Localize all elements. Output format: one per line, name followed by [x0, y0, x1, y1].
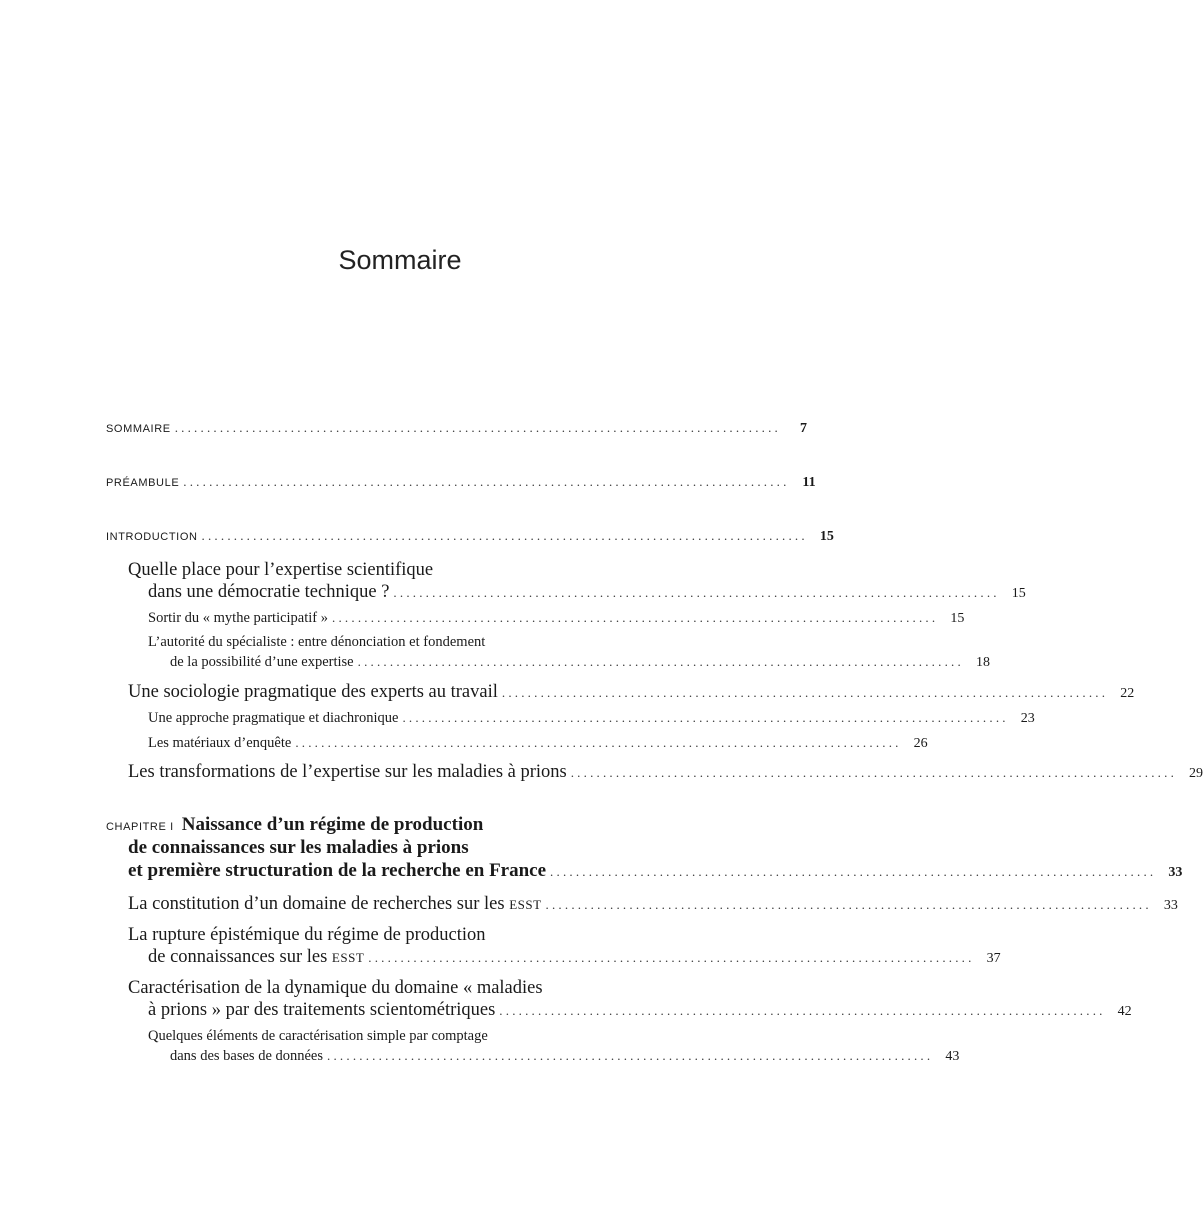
toc-entry-quelle-place[interactable] [148, 582, 1026, 603]
toc-entry-line: L’autorité du spécialiste : entre dénonciation et fondement [148, 634, 486, 650]
toc-entry-transformations[interactable] [128, 762, 1203, 783]
toc-label: à prions » par des traitements scientométriques [148, 1000, 496, 1020]
toc-entry-line: Quelle place pour l’expertise scientifique [128, 560, 434, 580]
toc-label: PRÉAMBULE [106, 477, 180, 489]
page-number: 26 [913, 736, 928, 751]
leader-dots: .............................................................................................. [332, 610, 939, 625]
toc-label: Sortir du « mythe participatif » [148, 610, 329, 626]
leader-dots: .............................................................................................. [327, 1048, 934, 1063]
leader-dots: .............................................................................................. [357, 654, 964, 669]
toc-label [128, 894, 542, 915]
page-number: 29 [1189, 766, 1203, 781]
toc-entry-preambule[interactable] [106, 474, 816, 491]
chapter-title-line: Naissance d’un régime de production [181, 814, 484, 835]
chapter-title-line: de connaissances sur les maladies à prions [128, 837, 469, 858]
toc-entry-rupture[interactable] [148, 947, 1001, 968]
page-number: 15 [950, 611, 965, 626]
leader-dots: .............................................................................................. [295, 735, 902, 750]
acronym: ESST [331, 950, 365, 965]
leader-dots: .............................................................................................. [402, 710, 1009, 725]
toc-entry-approche[interactable] [148, 710, 1035, 727]
toc-label: de la possibilité d’une expertise [170, 654, 354, 670]
leader-dots: .............................................................................................. [499, 1003, 1106, 1018]
leader-dots: .............................................................................................. [545, 897, 1152, 912]
chapter-prefix: CHAPITRE I [106, 821, 174, 833]
toc-entry-materiaux[interactable] [148, 735, 928, 752]
toc-label: Les transformations de l’expertise sur les maladies à prions [128, 762, 567, 782]
page-number: 22 [1120, 686, 1135, 701]
leader-dots: .............................................................................................. [368, 950, 975, 965]
page-number: 33 [1168, 865, 1183, 880]
toc-entry-line: Caractérisation de la dynamique du domaine « maladies [128, 978, 543, 998]
toc-label: SOMMAIRE [106, 423, 171, 435]
leader-dots: .............................................................................................. [393, 585, 1000, 600]
page-number: 18 [975, 655, 990, 670]
toc-entry-sortir[interactable] [148, 610, 965, 627]
toc-label-text: La constitution d’un domaine de recherches sur les [128, 894, 505, 914]
toc-label: Une sociologie pragmatique des experts au travail [128, 682, 498, 702]
leader-dots: .............................................................................................. [201, 528, 808, 543]
chapter-heading-line [106, 814, 483, 836]
page-title: Sommaire [338, 245, 462, 275]
leader-dots: .............................................................................................. [174, 420, 782, 435]
toc-entry-chapitre-1[interactable] [128, 860, 1183, 882]
page-number: 15 [1011, 586, 1026, 601]
toc-entry-sociologie[interactable] [128, 682, 1135, 703]
leader-dots: .............................................................................................. [183, 474, 790, 489]
leader-dots: .............................................................................................. [501, 685, 1109, 700]
toc-entry-sommaire[interactable] [106, 420, 808, 437]
toc-label-text: de connaissances sur les [148, 947, 328, 967]
toc-entry-introduction[interactable] [106, 528, 834, 545]
page-number: 11 [802, 475, 816, 490]
acronym: ESST [509, 897, 542, 912]
leader-dots: .............................................................................................. [570, 765, 1178, 780]
page-number: 23 [1020, 711, 1035, 726]
toc-entry-quelques[interactable] [170, 1048, 960, 1065]
toc-label: et première structuration de la recherche en France [128, 860, 547, 881]
toc-entry-line: La rupture épistémique du régime de production [128, 925, 486, 945]
toc-label: Une approche pragmatique et diachronique [148, 710, 399, 726]
toc-label [148, 947, 364, 968]
toc-label: INTRODUCTION [106, 531, 198, 543]
toc-entry-caracterisation[interactable] [148, 1000, 1132, 1021]
page-number: 42 [1117, 1004, 1132, 1019]
toc-entry-autorite[interactable] [170, 654, 990, 671]
page-number: 33 [1163, 898, 1178, 913]
toc-entry-line: Quelques éléments de caractérisation simple par comptage [148, 1028, 488, 1044]
toc-label: Les matériaux d’enquête [148, 735, 292, 751]
page-number: 37 [986, 951, 1001, 966]
toc-label: dans une démocratie technique ? [148, 582, 390, 602]
page-number: 15 [819, 529, 834, 544]
page-number: 7 [800, 421, 808, 436]
toc-entry-constitution[interactable] [128, 894, 1178, 915]
leader-dots: .............................................................................................. [550, 864, 1157, 879]
page-number: 43 [945, 1049, 960, 1064]
toc-label: dans des bases de données [170, 1048, 324, 1064]
